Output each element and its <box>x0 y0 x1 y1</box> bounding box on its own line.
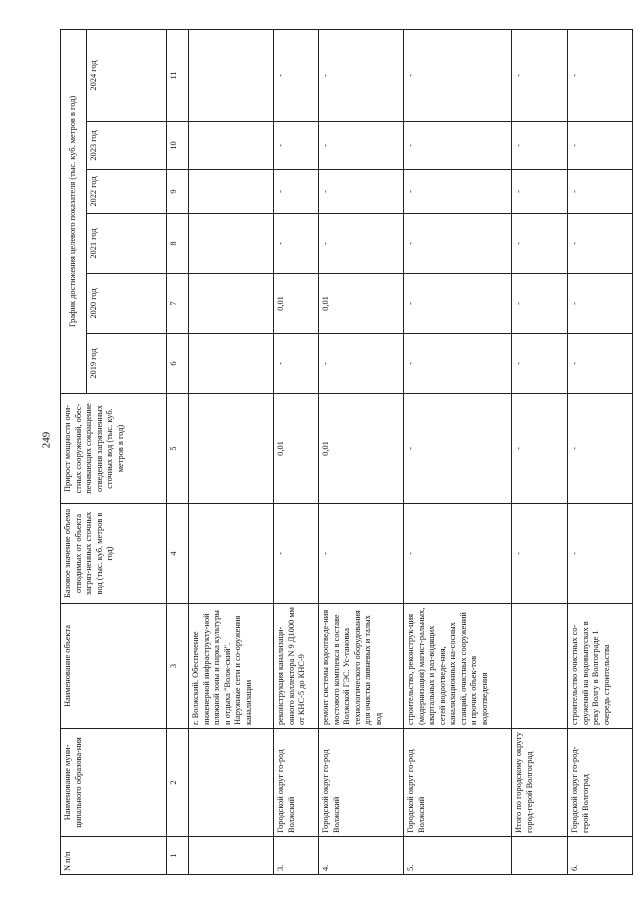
municipality-cell <box>189 729 274 837</box>
year-cell <box>189 122 274 170</box>
year-cell: - <box>274 29 319 121</box>
year-cell: - <box>568 122 633 170</box>
year-cell <box>189 214 274 274</box>
column-number: 11 <box>167 29 189 121</box>
base-cell: - <box>274 504 319 604</box>
row-number: 3. <box>274 837 319 875</box>
municipality-cell: Городской округ го-род Волжский <box>319 729 404 837</box>
year-cell <box>189 274 274 334</box>
year-cell: - <box>274 122 319 170</box>
base-cell: - <box>404 504 512 604</box>
column-number: 1 <box>167 837 189 875</box>
year-cell: - <box>512 122 568 170</box>
row-number <box>512 837 568 875</box>
row-number: 4. <box>319 837 404 875</box>
rotated-page <box>60 30 611 875</box>
base-cell: - <box>319 504 404 604</box>
header-municipality: Наименование муни-ципального образова-ния <box>61 729 167 837</box>
year-cell: - <box>512 29 568 121</box>
increase-cell: - <box>568 394 633 504</box>
object-cell: г. Волжский. Обеспечение инженерной инфраструкту-ной пляжной зоны и парка культуры и отдыха "Волж-ский". Наружные сети и со-оружения канализации <box>189 604 274 729</box>
table-row <box>512 29 568 874</box>
increase-cell: 0,01 <box>319 394 404 504</box>
year-cell <box>189 334 274 394</box>
object-cell <box>512 604 568 729</box>
object-cell: ремонт системы водоотведе-ния мостового комплекса в составе Волжской ГЭС. Ус-тановка технологического оборудования для очистки ливневых и талых вод <box>319 604 404 729</box>
year-cell <box>189 170 274 214</box>
year-cell: - <box>512 170 568 214</box>
column-number: 8 <box>167 214 189 274</box>
year-cell: - <box>512 214 568 274</box>
column-number: 7 <box>167 274 189 334</box>
column-number: 3 <box>167 604 189 729</box>
year-cell: - <box>404 334 512 394</box>
year-cell: - <box>274 334 319 394</box>
object-cell: строительство очистных со-оружений на водовыпусках в реку Волгу в Волгограде 1 очередь строительства <box>568 604 633 729</box>
municipality-cell: Городской округ го-род Волжский <box>404 729 512 837</box>
year-cell: - <box>319 29 404 121</box>
year-cell: - <box>319 122 404 170</box>
column-number: 2 <box>167 729 189 837</box>
object-cell: реконструкция канализаци-онного коллектора N 9 Д1000 мм от КНС-5 до КНС-9 <box>274 604 319 729</box>
municipality-cell: Итого по городскому округу город-герой Волгоград <box>512 729 568 837</box>
header-year-2021: 2021 год <box>87 214 167 274</box>
year-cell: - <box>568 29 633 121</box>
base-cell: - <box>512 504 568 604</box>
header-year-2019: 2019 год <box>87 334 167 394</box>
column-number: 6 <box>167 334 189 394</box>
header-n: N п/п <box>61 837 167 875</box>
table-row <box>189 29 274 874</box>
year-cell: - <box>568 274 633 334</box>
column-number: 10 <box>167 122 189 170</box>
header-base-volume: Базовое значение объема отводимых от объекта загряз-ненных сточных вод (тыс. куб. метров в год) <box>61 504 167 604</box>
year-cell: - <box>319 214 404 274</box>
increase-cell: 0,01 <box>274 394 319 504</box>
header-year-2024: 2024 год <box>87 29 167 121</box>
header-object: Наименование объекта <box>61 604 167 729</box>
header-year-2023: 2023 год <box>87 122 167 170</box>
year-cell: - <box>404 274 512 334</box>
year-cell: - <box>512 334 568 394</box>
year-cell: - <box>404 29 512 121</box>
column-number: 5 <box>167 394 189 504</box>
year-cell: - <box>404 170 512 214</box>
header-year-2022: 2022 год <box>87 170 167 214</box>
year-cell: - <box>568 170 633 214</box>
table-row <box>568 29 633 874</box>
year-cell: - <box>274 170 319 214</box>
year-cell: - <box>568 214 633 274</box>
row-number: 6. <box>568 837 633 875</box>
row-number <box>189 837 274 875</box>
year-cell: - <box>319 170 404 214</box>
base-cell <box>189 504 274 604</box>
column-number: 4 <box>167 504 189 604</box>
header-schedule-group: График достижения целевого показателя (тыс. куб. метров в год) <box>61 29 87 393</box>
year-cell: - <box>568 334 633 394</box>
increase-cell: - <box>512 394 568 504</box>
row-number: 5. <box>404 837 512 875</box>
year-cell: 0,01 <box>319 274 404 334</box>
municipality-cell: Городской округ го-род-герой Волгоград <box>568 729 633 837</box>
year-cell: 0,01 <box>274 274 319 334</box>
municipality-cell: Городской округ го-род Волжский <box>274 729 319 837</box>
object-cell: строительство, реконструк-ция (модернизация) магист-ральных, квартальных и раз-водящих сетей водоотведе-ния, канализационных на-сосных станций, очистных сооружений и прочих объек-тов водоотведения <box>404 604 512 729</box>
header-capacity-increase: Прирост мощности очи-стных сооружений, обес-печивающих сокращение отведения загрязненных сточных вод (тыс. куб. метров в год) <box>61 394 167 504</box>
year-cell: - <box>274 214 319 274</box>
increase-cell: - <box>404 394 512 504</box>
table-row <box>319 29 404 874</box>
base-cell: - <box>568 504 633 604</box>
increase-cell <box>189 394 274 504</box>
year-cell: - <box>319 334 404 394</box>
header-year-2020: 2020 год <box>87 274 167 334</box>
year-cell <box>189 29 274 121</box>
year-cell: - <box>512 274 568 334</box>
column-number: 9 <box>167 170 189 214</box>
data-table <box>60 29 633 875</box>
year-cell: - <box>404 122 512 170</box>
year-cell: - <box>404 214 512 274</box>
table-row <box>404 29 512 874</box>
page-number: 249 <box>40 431 53 449</box>
table-row <box>274 29 319 874</box>
